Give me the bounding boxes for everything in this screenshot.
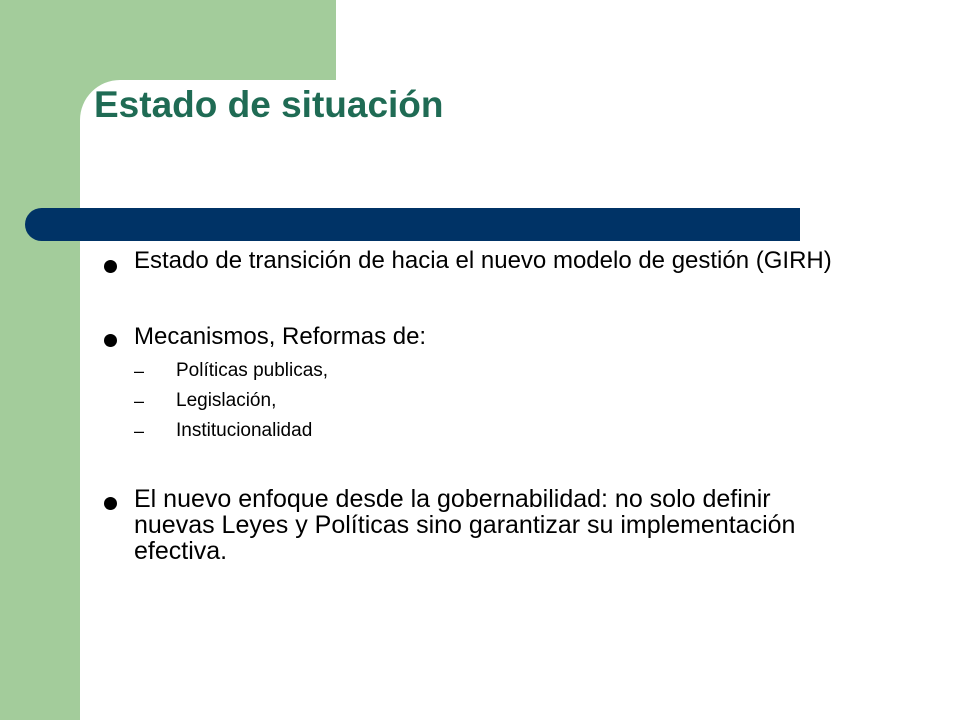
sub-item-text: Institucionalidad xyxy=(176,420,313,441)
sub-list xyxy=(134,359,858,449)
bullet-dot-icon xyxy=(104,260,117,273)
sub-item-text: Legislación, xyxy=(176,390,277,411)
sub-list-item xyxy=(134,359,858,389)
bullet-dot-icon xyxy=(104,497,117,510)
dash-icon: – xyxy=(134,421,145,441)
bullet-item xyxy=(98,324,858,449)
sub-list-item xyxy=(134,389,858,419)
dash-icon: – xyxy=(134,361,145,381)
bullet-text: Estado de transición de hacia el nuevo modelo de gestión (GIRH) xyxy=(134,247,832,274)
slide-content xyxy=(98,248,858,564)
sub-item-text: Políticas publicas, xyxy=(176,360,329,381)
bullet-item xyxy=(98,248,858,274)
bullet-text: El nuevo enfoque desde la gobernabilidad: no solo definir nuevas Leyes y Políticas sino garantizar su implementación efectiva. xyxy=(134,485,796,565)
decorative-green-band-left xyxy=(0,0,80,720)
sub-list-item xyxy=(134,419,858,449)
bullet-dot-icon xyxy=(104,334,117,347)
bullet-text: Mecanismos, Reformas de: xyxy=(134,323,427,350)
bullet-item xyxy=(98,486,858,564)
slide-title: Estado de situación xyxy=(94,84,444,125)
dash-icon: – xyxy=(134,391,145,411)
title-underline-bar xyxy=(25,208,800,241)
